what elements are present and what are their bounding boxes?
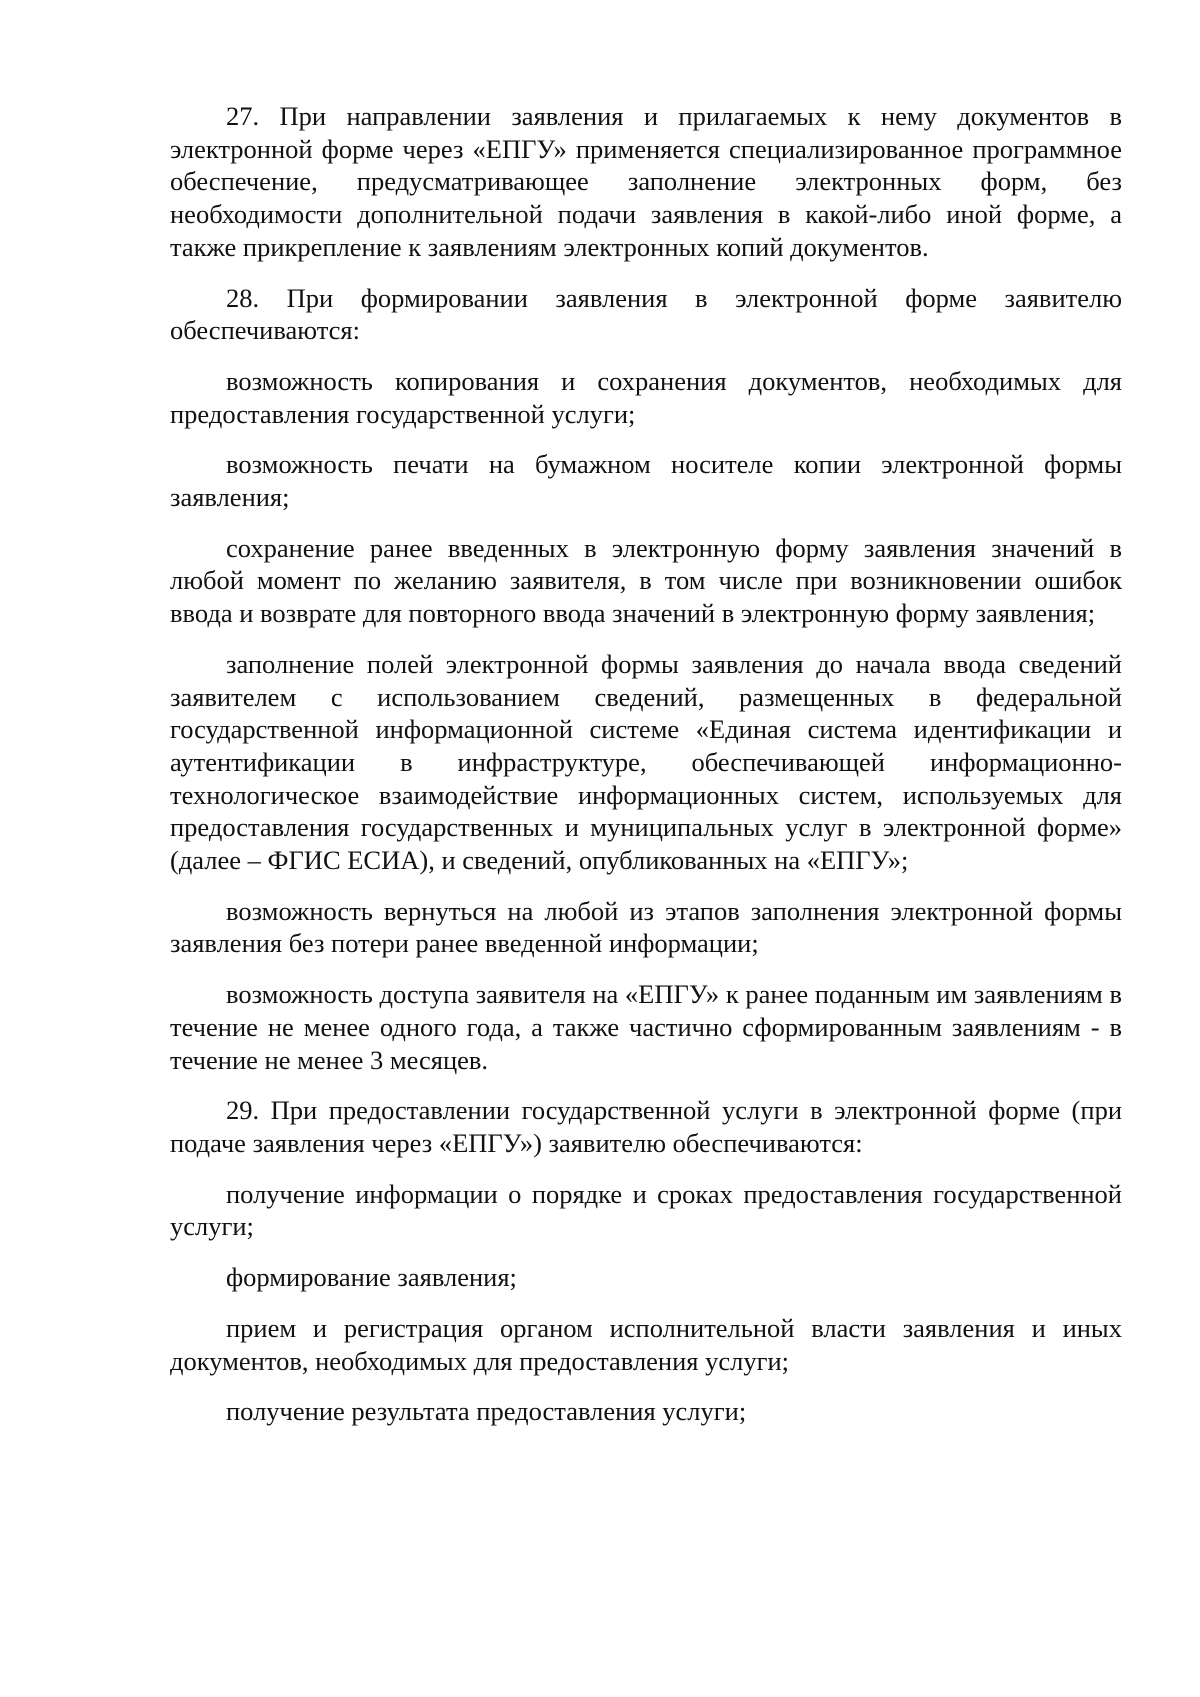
list-item-result: получение результата предоставления услуги; [226,1396,747,1427]
list-item-copy-save: возможность копирования и сохранения документов, необходимых для предоставления государственной услуги; [170,365,1122,429]
document-page [170,100,1122,1446]
list-item-return-stage: возможность вернуться на любой из этапов заполнения электронной формы заявления без потери ранее введенной информации; [170,895,1122,959]
list-item-registration: прием и регистрация органом исполнительной власти заявления и иных документов, необходимых для предоставления услуги; [170,1312,1122,1376]
list-item-fill-fields: заполнение полей электронной формы заявления до начала ввода сведений заявителем с использованием сведений, размещенных в федеральной государственной информационной системе «Единая система идентификации и аутентификации в инфраструктуре, обеспечивающей информационно-технологическое взаимодействие информационных систем, используемых для предоставления государственных и муниципальных услуг в электронной форме» (далее – ФГИС ЕСИА), и сведений, опубликованных на «ЕПГУ»; [170,648,1122,876]
paragraph-28: 28. При формировании заявления в электронной форме заявителю обеспечиваются: [170,282,1122,346]
list-item-print: возможность печати на бумажном носителе копии электронной формы заявления; [170,449,1122,513]
list-item-info: получение информации о порядке и сроках предоставления государственной услуги; [170,1178,1122,1242]
list-item-form: формирование заявления; [226,1262,517,1293]
paragraph-27: 27. При направлении заявления и прилагаемых к нему документов в электронной форме через «ЕПГУ» применяется специализированное программное обеспечение, предусматривающее заполнение электронных форм, без необходимости дополнительной подачи заявления в какой-либо иной форме, а также прикрепление к заявлениям электронных копий документов. [170,101,1122,262]
list-item-save-values: сохранение ранее введенных в электронную форму заявления значений в любой момент по желанию заявителя, в том числе при возникновении ошибок ввода и возврате для повторного ввода значений в электронную форму заявления; [170,532,1122,629]
list-item-access: возможность доступа заявителя на «ЕПГУ» к ранее поданным им заявлениям в течение не менее одного года, а также частично сформированным заявлениям - в течение не менее 3 месяцев. [170,979,1122,1075]
paragraph-29: 29. При предоставлении государственной услуги в электронной форме (при подаче заявления через «ЕПГУ») заявителю обеспечиваются: [170,1095,1122,1158]
